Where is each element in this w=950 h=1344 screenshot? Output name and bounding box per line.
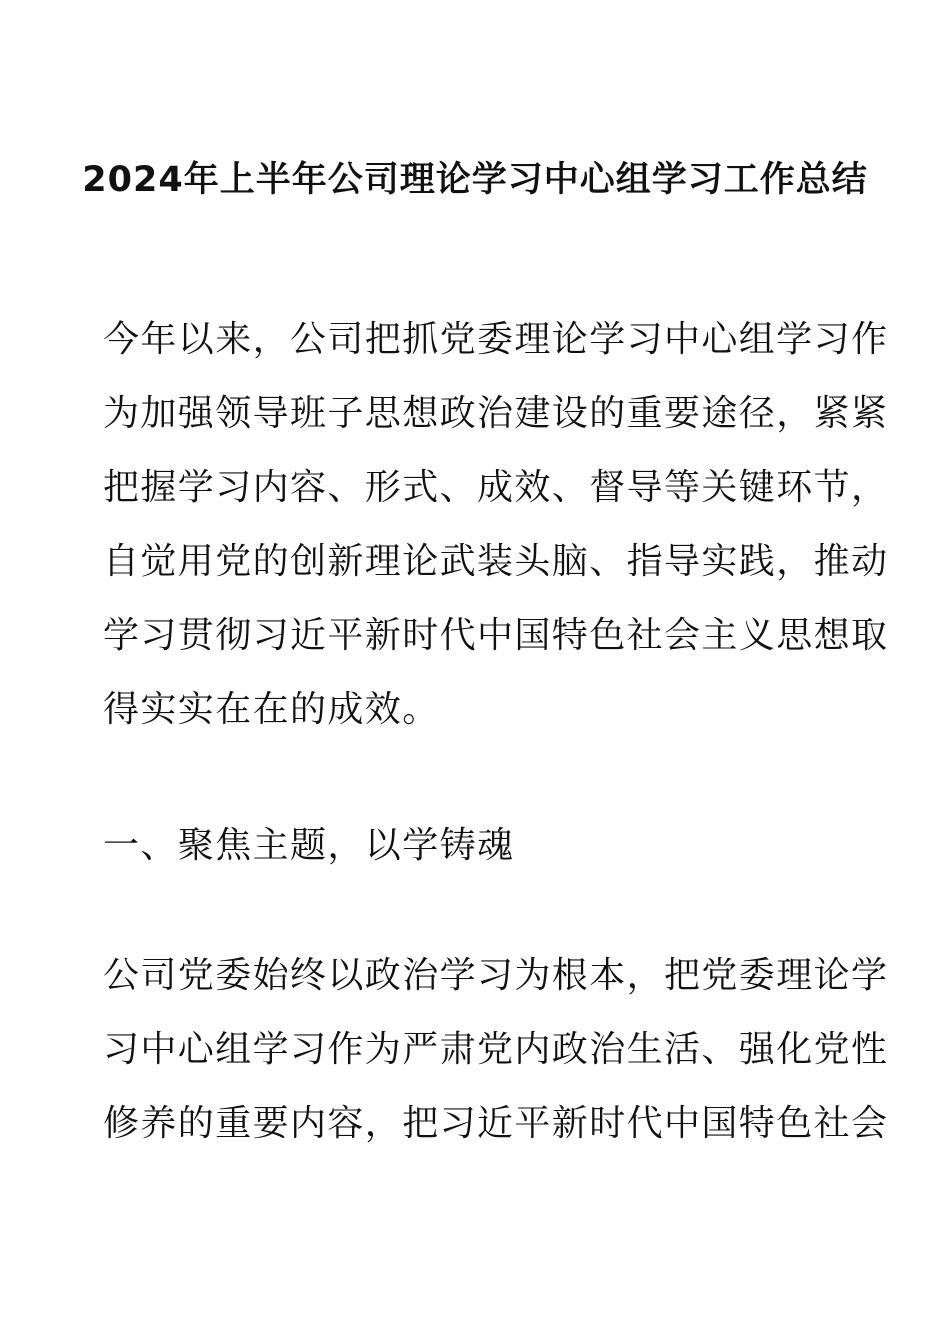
paragraph-line: 为加强领导班子思想政治建设的重要途径，紧紧 — [103, 393, 889, 434]
intro-paragraph — [103, 303, 889, 747]
paragraph-line: 把握学习内容、形式、成效、督导等关键环节， — [103, 467, 889, 508]
section-paragraph — [103, 939, 889, 1161]
paragraph-line: 得实实在在的成效。 — [103, 689, 440, 730]
document-title: 2024年上半年公司理论学习中心组学习工作总结 — [82, 160, 868, 200]
paragraph-line: 公司党委始终以政治学习为根本，把党委理论学 — [103, 955, 889, 996]
paragraph-line: 今年以来，公司把抓党委理论学习中心组学习作 — [103, 319, 889, 360]
section-heading — [103, 809, 863, 883]
section-heading-text: 一、聚焦主题，以学铸魂 — [103, 825, 515, 866]
paragraph-line: 习中心组学习作为严肃党内政治生活、强化党性 — [103, 1029, 889, 1070]
paragraph-line: 自觉用党的创新理论武装头脑、指导实践，推动 — [103, 541, 889, 582]
paragraph-line: 修养的重要内容，把习近平新时代中国特色社会 — [103, 1103, 889, 1144]
paragraph-line: 学习贯彻习近平新时代中国特色社会主义思想取 — [103, 615, 889, 656]
